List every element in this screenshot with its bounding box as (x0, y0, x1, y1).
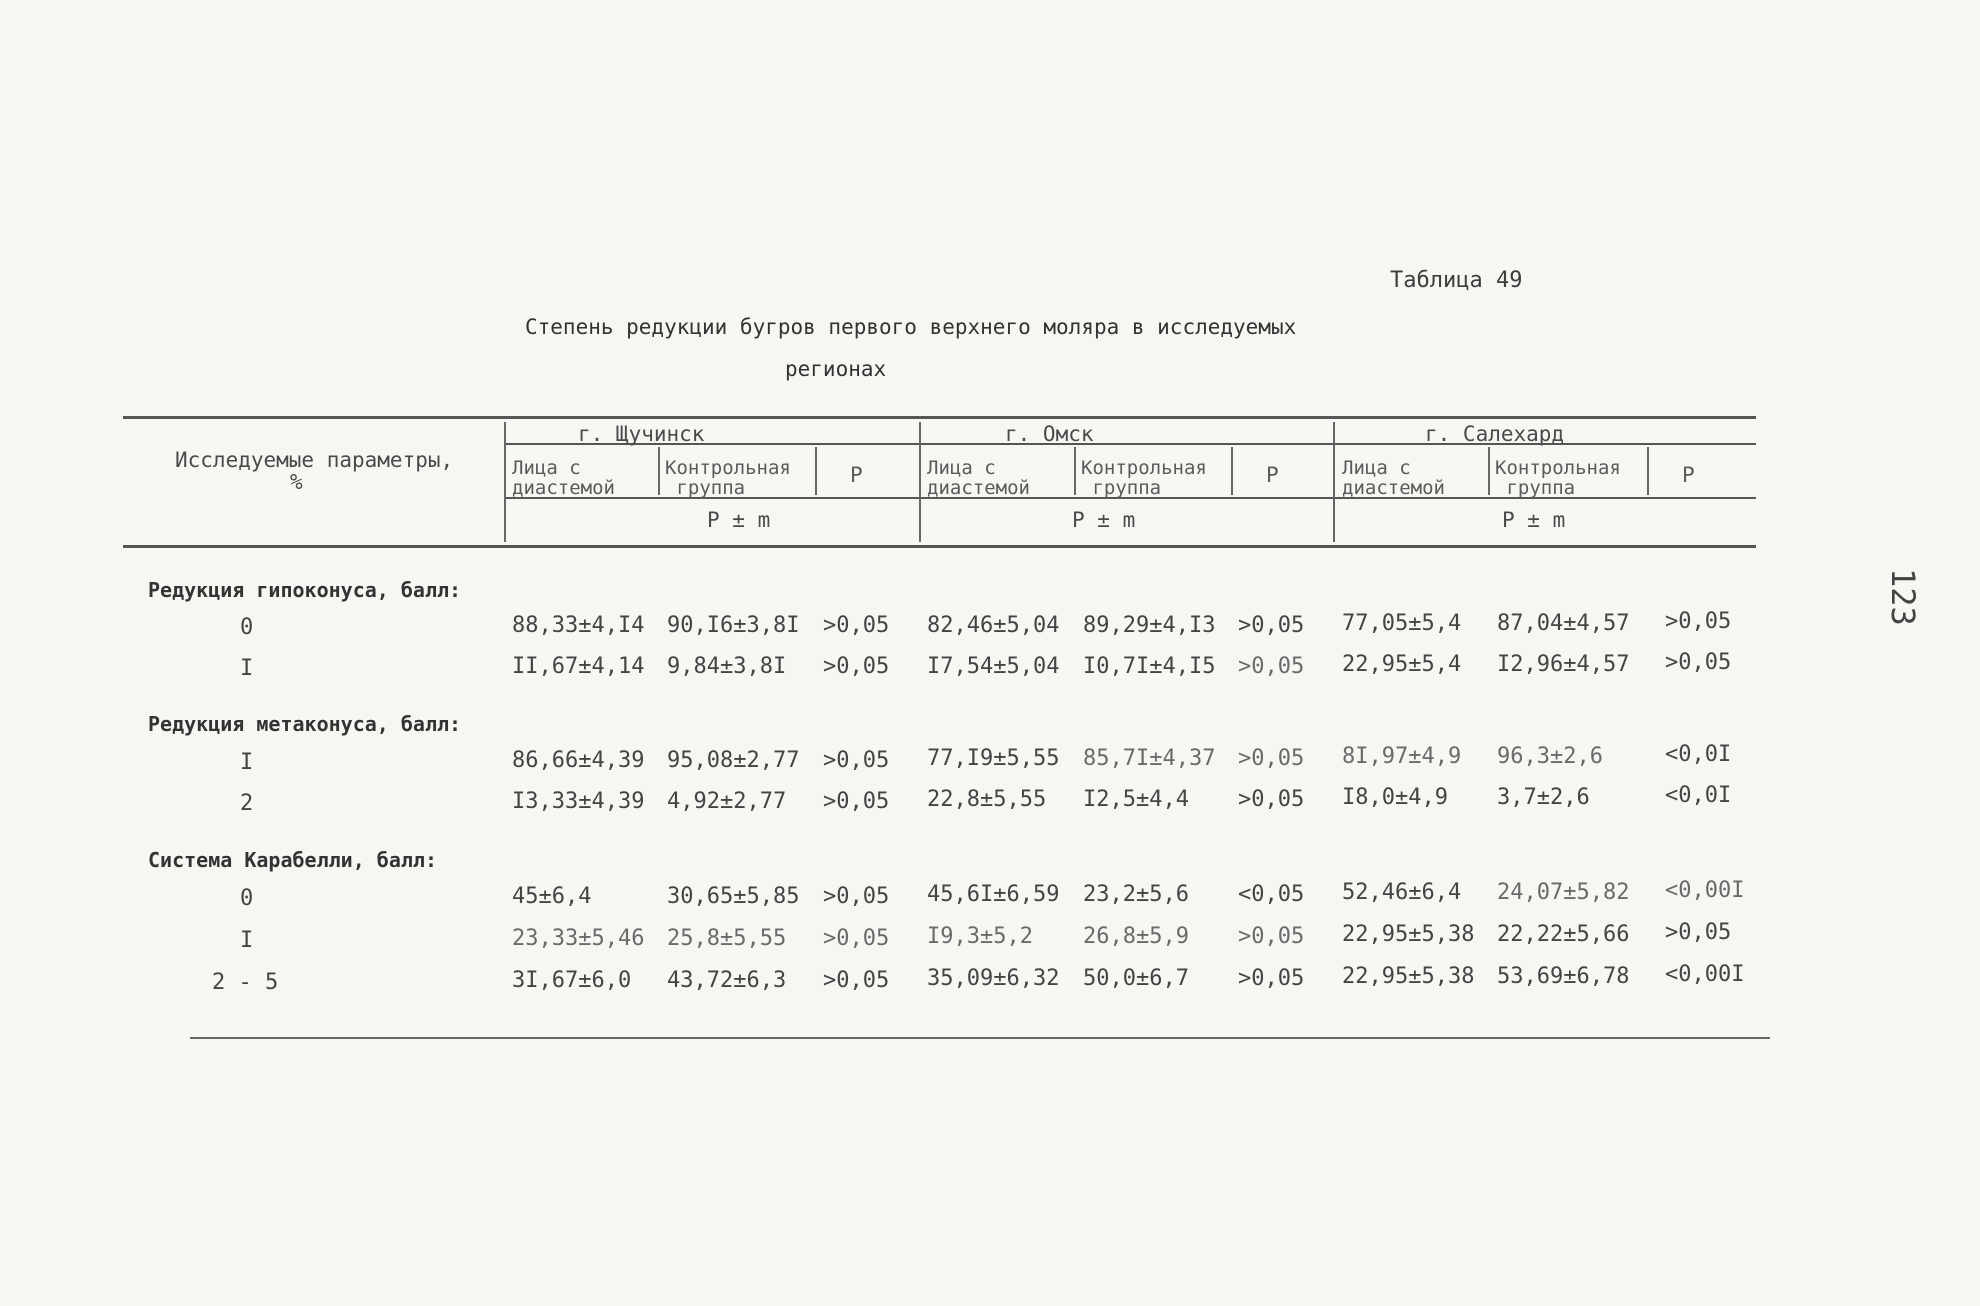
col-control-header: Контрольная группа (1081, 457, 1207, 499)
table-header-bottom-rule (123, 545, 1756, 548)
table-top-rule (123, 416, 1756, 419)
table-cell: 22,95±5,38 (1342, 964, 1475, 989)
table-cell: <0,00I (1665, 962, 1745, 987)
stat-header: Р ± m (707, 508, 771, 532)
header-divider (658, 447, 660, 495)
score-label: 0 (240, 615, 254, 640)
header-divider (1231, 447, 1233, 495)
table-cell: >0,05 (1238, 787, 1305, 812)
table-cell: 30,65±5,85 (667, 884, 800, 909)
table-cell: >0,05 (1238, 746, 1305, 771)
table-cell: <0,00I (1665, 878, 1745, 903)
header-divider (1333, 422, 1335, 542)
col-p-header: Р (1682, 463, 1695, 487)
table-cell: >0,05 (1665, 609, 1732, 634)
table-cell: 88,33±4,I4 (512, 613, 645, 638)
table-cell: II,67±4,14 (512, 654, 645, 679)
stat-header: Р ± m (1502, 508, 1566, 532)
table-cell: 85,7I±4,37 (1083, 746, 1216, 771)
table-cell: 23,33±5,46 (512, 926, 645, 951)
table-cell: >0,05 (823, 884, 890, 909)
param-column-unit: % (290, 470, 303, 494)
header-divider (1647, 447, 1649, 495)
score-label: 0 (240, 886, 254, 911)
table-cell: 22,8±5,55 (927, 787, 1047, 812)
table-cell: >0,05 (1665, 920, 1732, 945)
table-cell: >0,05 (1238, 654, 1305, 679)
table-cell: I8,0±4,9 (1342, 785, 1448, 810)
city-header-omsk: г. Омск (1005, 422, 1094, 446)
table-cell: >0,05 (823, 789, 890, 814)
table-cell: <0,05 (1238, 882, 1305, 907)
table-cell: I2,96±4,57 (1497, 652, 1630, 677)
table-cell: >0,05 (1238, 966, 1305, 991)
table-cell: I2,5±4,4 (1083, 787, 1189, 812)
col-p-header: Р (850, 463, 863, 487)
table-cell: I0,7I±4,I5 (1083, 654, 1216, 679)
param-column-header: Исследуемые параметры, (175, 448, 454, 472)
col-control-header: Контрольная группа (665, 457, 791, 499)
table-cell: >0,05 (823, 748, 890, 773)
table-cell: 82,46±5,04 (927, 613, 1060, 638)
score-label: I (240, 656, 254, 681)
table-label: Таблица 49 (1390, 268, 1523, 293)
table-cell: 22,22±5,66 (1497, 922, 1630, 947)
table-cell: 3,7±2,6 (1497, 785, 1590, 810)
col-case-header: Лица с диастемой (1342, 457, 1445, 499)
table-title-line2: регионах (785, 357, 887, 381)
table-cell: 22,95±5,38 (1342, 922, 1475, 947)
table-cell: 23,2±5,6 (1083, 882, 1189, 907)
score-label: 2 (240, 791, 254, 816)
table-cell: I3,33±4,39 (512, 789, 645, 814)
table-cell: 95,08±2,77 (667, 748, 800, 773)
table-cell: 86,66±4,39 (512, 748, 645, 773)
table-cell: I9,3±5,2 (927, 924, 1033, 949)
table-bottom-rule (190, 1037, 1770, 1039)
table-cell: 22,95±5,4 (1342, 652, 1462, 677)
table-cell: 87,04±4,57 (1497, 611, 1630, 636)
table-cell: 35,09±6,32 (927, 966, 1060, 991)
table-cell: <0,0I (1665, 783, 1732, 808)
table-cell: 25,8±5,55 (667, 926, 787, 951)
table-cell: I7,54±5,04 (927, 654, 1060, 679)
table-cell: 89,29±4,I3 (1083, 613, 1216, 638)
table-cell: 8I,97±4,9 (1342, 744, 1462, 769)
header-divider (1074, 447, 1076, 495)
section-title: Система Карабелли, балл: (148, 848, 437, 872)
stat-header: Р ± m (1072, 508, 1136, 532)
col-control-header: Контрольная группа (1495, 457, 1621, 499)
table-cell: >0,05 (823, 654, 890, 679)
score-label: 2 - 5 (212, 970, 279, 995)
table-cell: 4,92±2,77 (667, 789, 787, 814)
section-title: Редукция метаконуса, балл: (148, 712, 462, 736)
table-cell: 26,8±5,9 (1083, 924, 1189, 949)
table-cell: 50,0±6,7 (1083, 966, 1189, 991)
table-title-line1: Степень редукции бугров первого верхнего моляра в исследуемых (525, 315, 1297, 339)
section-title: Редукция гипоконуса, балл: (148, 578, 462, 602)
header-divider (815, 447, 817, 495)
table-cell: >0,05 (1238, 924, 1305, 949)
table-cell: <0,0I (1665, 742, 1732, 767)
header-divider (919, 422, 921, 542)
table-cell: 52,46±6,4 (1342, 880, 1462, 905)
table-cell: 90,I6±3,8I (667, 613, 800, 638)
table-cell: 96,3±2,6 (1497, 744, 1603, 769)
score-label: I (240, 928, 254, 953)
header-divider (504, 422, 506, 542)
col-case-header: Лица с диастемой (512, 457, 615, 499)
table-cell: >0,05 (1238, 613, 1305, 638)
col-p-header: Р (1266, 463, 1279, 487)
score-label: I (240, 750, 254, 775)
table-cell: 45,6I±6,59 (927, 882, 1060, 907)
col-case-header: Лица с диастемой (927, 457, 1030, 499)
table-cell: 53,69±6,78 (1497, 964, 1630, 989)
table-cell: >0,05 (823, 613, 890, 638)
table-cell: 3I,67±6,0 (512, 968, 632, 993)
table-cell: >0,05 (1665, 650, 1732, 675)
table-cell: 45±6,4 (512, 884, 592, 909)
table-cell: 43,72±6,3 (667, 968, 787, 993)
table-cell: 77,I9±5,55 (927, 746, 1060, 771)
header-divider (1488, 447, 1490, 495)
table-cell: >0,05 (823, 968, 890, 993)
table-cell: 9,84±3,8I (667, 654, 787, 679)
city-header-salekhard: г. Салехард (1425, 422, 1565, 446)
city-header-shchuchinsk: г. Щучинск (578, 422, 705, 446)
page-number: 123 (1884, 568, 1922, 626)
table-cell: 24,07±5,82 (1497, 880, 1630, 905)
table-cell: 77,05±5,4 (1342, 611, 1462, 636)
table-cell: >0,05 (823, 926, 890, 951)
